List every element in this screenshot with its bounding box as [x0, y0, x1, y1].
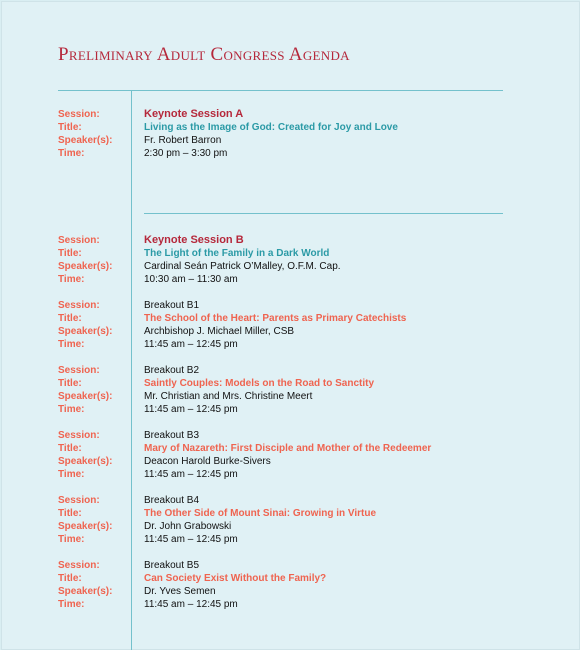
- time-label: Time:: [58, 534, 85, 545]
- session-block-breakout-b3: [0, 429, 580, 481]
- title-label: Title:: [58, 443, 82, 454]
- session-name: Breakout B4: [144, 495, 200, 506]
- session-speakers: Cardinal Seán Patrick O’Malley, O.F.M. Cap.: [144, 261, 341, 272]
- session-title: Mary of Nazareth: First Disciple and Mother of the Redeemer: [144, 443, 432, 454]
- speakers-label: Speaker(s):: [58, 261, 113, 272]
- speakers-label: Speaker(s):: [58, 521, 113, 532]
- session-label: Session:: [58, 430, 100, 441]
- title-label: Title:: [58, 508, 82, 519]
- session-block-keynote-a: [0, 108, 580, 160]
- session-title: The Other Side of Mount Sinai: Growing in Virtue: [144, 508, 377, 519]
- session-label: Session:: [58, 235, 100, 246]
- top-divider: [58, 90, 503, 91]
- session-name: Keynote Session B: [144, 234, 244, 246]
- speakers-label: Speaker(s):: [58, 391, 113, 402]
- title-label: Title:: [58, 378, 82, 389]
- session-block-breakout-b5: [0, 559, 580, 611]
- session-time: 10:30 am – 11:30 am: [144, 274, 238, 285]
- session-label: Session:: [58, 365, 100, 376]
- time-label: Time:: [58, 404, 85, 415]
- session-title: Saintly Couples: Models on the Road to Sanctity: [144, 378, 375, 389]
- session-title: Living as the Image of God: Created for Joy and Love: [144, 122, 398, 133]
- session-name: Breakout B3: [144, 430, 200, 441]
- session-speakers: Dr. Yves Semen: [144, 586, 216, 597]
- speakers-label: Speaker(s):: [58, 326, 113, 337]
- session-label: Session:: [58, 300, 100, 311]
- session-speakers: Mr. Christian and Mrs. Christine Meert: [144, 391, 313, 402]
- session-speakers: Fr. Robert Barron: [144, 135, 222, 146]
- title-label: Title:: [58, 573, 82, 584]
- session-title: The School of the Heart: Parents as Primary Catechists: [144, 313, 407, 324]
- time-label: Time:: [58, 148, 85, 159]
- session-block-keynote-b: [0, 234, 580, 286]
- session-time: 11:45 am – 12:45 pm: [144, 534, 238, 545]
- keynote-divider: [144, 213, 503, 214]
- title-label: Title:: [58, 248, 82, 259]
- session-name: Breakout B1: [144, 300, 200, 311]
- session-title: Can Society Exist Without the Family?: [144, 573, 327, 584]
- title-label: Title:: [58, 122, 82, 133]
- session-label: Session:: [58, 560, 100, 571]
- session-time: 2:30 pm – 3:30 pm: [144, 148, 228, 159]
- session-name: Breakout B2: [144, 365, 200, 376]
- time-label: Time:: [58, 339, 85, 350]
- speakers-label: Speaker(s):: [58, 135, 113, 146]
- session-name: Breakout B5: [144, 560, 200, 571]
- time-label: Time:: [58, 599, 85, 610]
- session-time: 11:45 am – 12:45 pm: [144, 469, 238, 480]
- page-title: Preliminary Adult Congress Agenda: [58, 44, 350, 65]
- session-time: 11:45 am – 12:45 pm: [144, 339, 238, 350]
- session-speakers: Dr. John Grabowski: [144, 521, 232, 532]
- session-speakers: Archbishop J. Michael Miller, CSB: [144, 326, 295, 337]
- time-label: Time:: [58, 274, 85, 285]
- session-block-breakout-b2: [0, 364, 580, 416]
- session-label: Session:: [58, 109, 100, 120]
- session-time: 11:45 am – 12:45 pm: [144, 404, 238, 415]
- session-name: Keynote Session A: [144, 108, 244, 120]
- session-speakers: Deacon Harold Burke-Sivers: [144, 456, 271, 467]
- title-label: Title:: [58, 313, 82, 324]
- session-title: The Light of the Family in a Dark World: [144, 248, 330, 259]
- session-time: 11:45 am – 12:45 pm: [144, 599, 238, 610]
- time-label: Time:: [58, 469, 85, 480]
- session-block-breakout-b1: [0, 299, 580, 351]
- speakers-label: Speaker(s):: [58, 586, 113, 597]
- session-block-breakout-b4: [0, 494, 580, 546]
- speakers-label: Speaker(s):: [58, 456, 113, 467]
- session-label: Session:: [58, 495, 100, 506]
